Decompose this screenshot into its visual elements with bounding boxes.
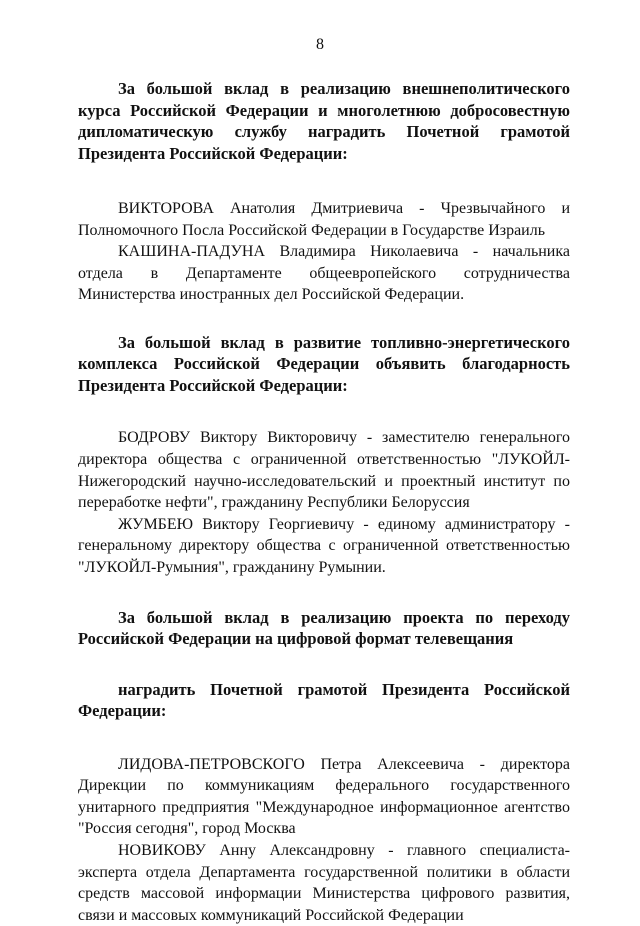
award-entry-kashin-padun: КАШИНА-ПАДУНА Владимира Николаевича - начальника отдела в Департаменте общеевропейского сотрудничества Министерства иностранных дел Российской Федерации. [78,243,570,304]
document-body [78,78,570,926]
section-subheading-award: наградить Почетной грамотой Президента Российской Федерации: [78,679,570,721]
award-entry-zhumbei: ЖУМБЕЮ Виктору Георгиевичу - единому администратору - генеральному директору общества с ограниченной ответственностью "ЛУКОЙЛ-Румыния", гражданину Румынии. [78,515,570,577]
award-entry-novikova: НОВИКОВУ Анну Александровну - главного специалиста-эксперта отдела Департамента государственной политики в области средств массовой информации Министерства цифрового развития, связи и массовых коммуникаций Российской Федерации [78,842,570,924]
section-heading-diplomacy: За большой вклад в реализацию внешнеполитического курса Российской Федерации и многолетнюю добросовестную дипломатическую службу наградить Почетной грамотой Президента Российской Федерации: [78,79,570,163]
page-number: 8 [316,36,324,53]
award-entry-lidov-petrovsky: ЛИДОВА-ПЕТРОВСКОГО Петра Алексеевича - директора Дирекции по коммуникациям федерального государственного унитарного предприятия "Международное информационное агентство "Россия сегодня", город Москва [78,755,570,838]
award-entry-viktorov: ВИКТОРОВА Анатолия Дмитриевича - Чрезвычайного и Полномочного Посла Российской Федерации в Государстве Израиль [78,200,570,239]
section-heading-digital-tv: За большой вклад в реализацию проекта по переходу Российской Федерации на цифровой формат телевещания [78,607,570,649]
award-entry-bodrov: БОДРОВУ Виктору Викторовичу - заместителю генерального директора общества с ограниченной ответственностью "ЛУКОЙЛ-Нижегородский научно-исследовательский и проектный институт по переработке нефти", гражданину Республики Белоруссия [78,429,570,512]
section-heading-energy: За большой вклад в развитие топливно-энергетического комплекса Российской Федерации объявить благодарность Президента Российской Федерации: [78,332,570,395]
